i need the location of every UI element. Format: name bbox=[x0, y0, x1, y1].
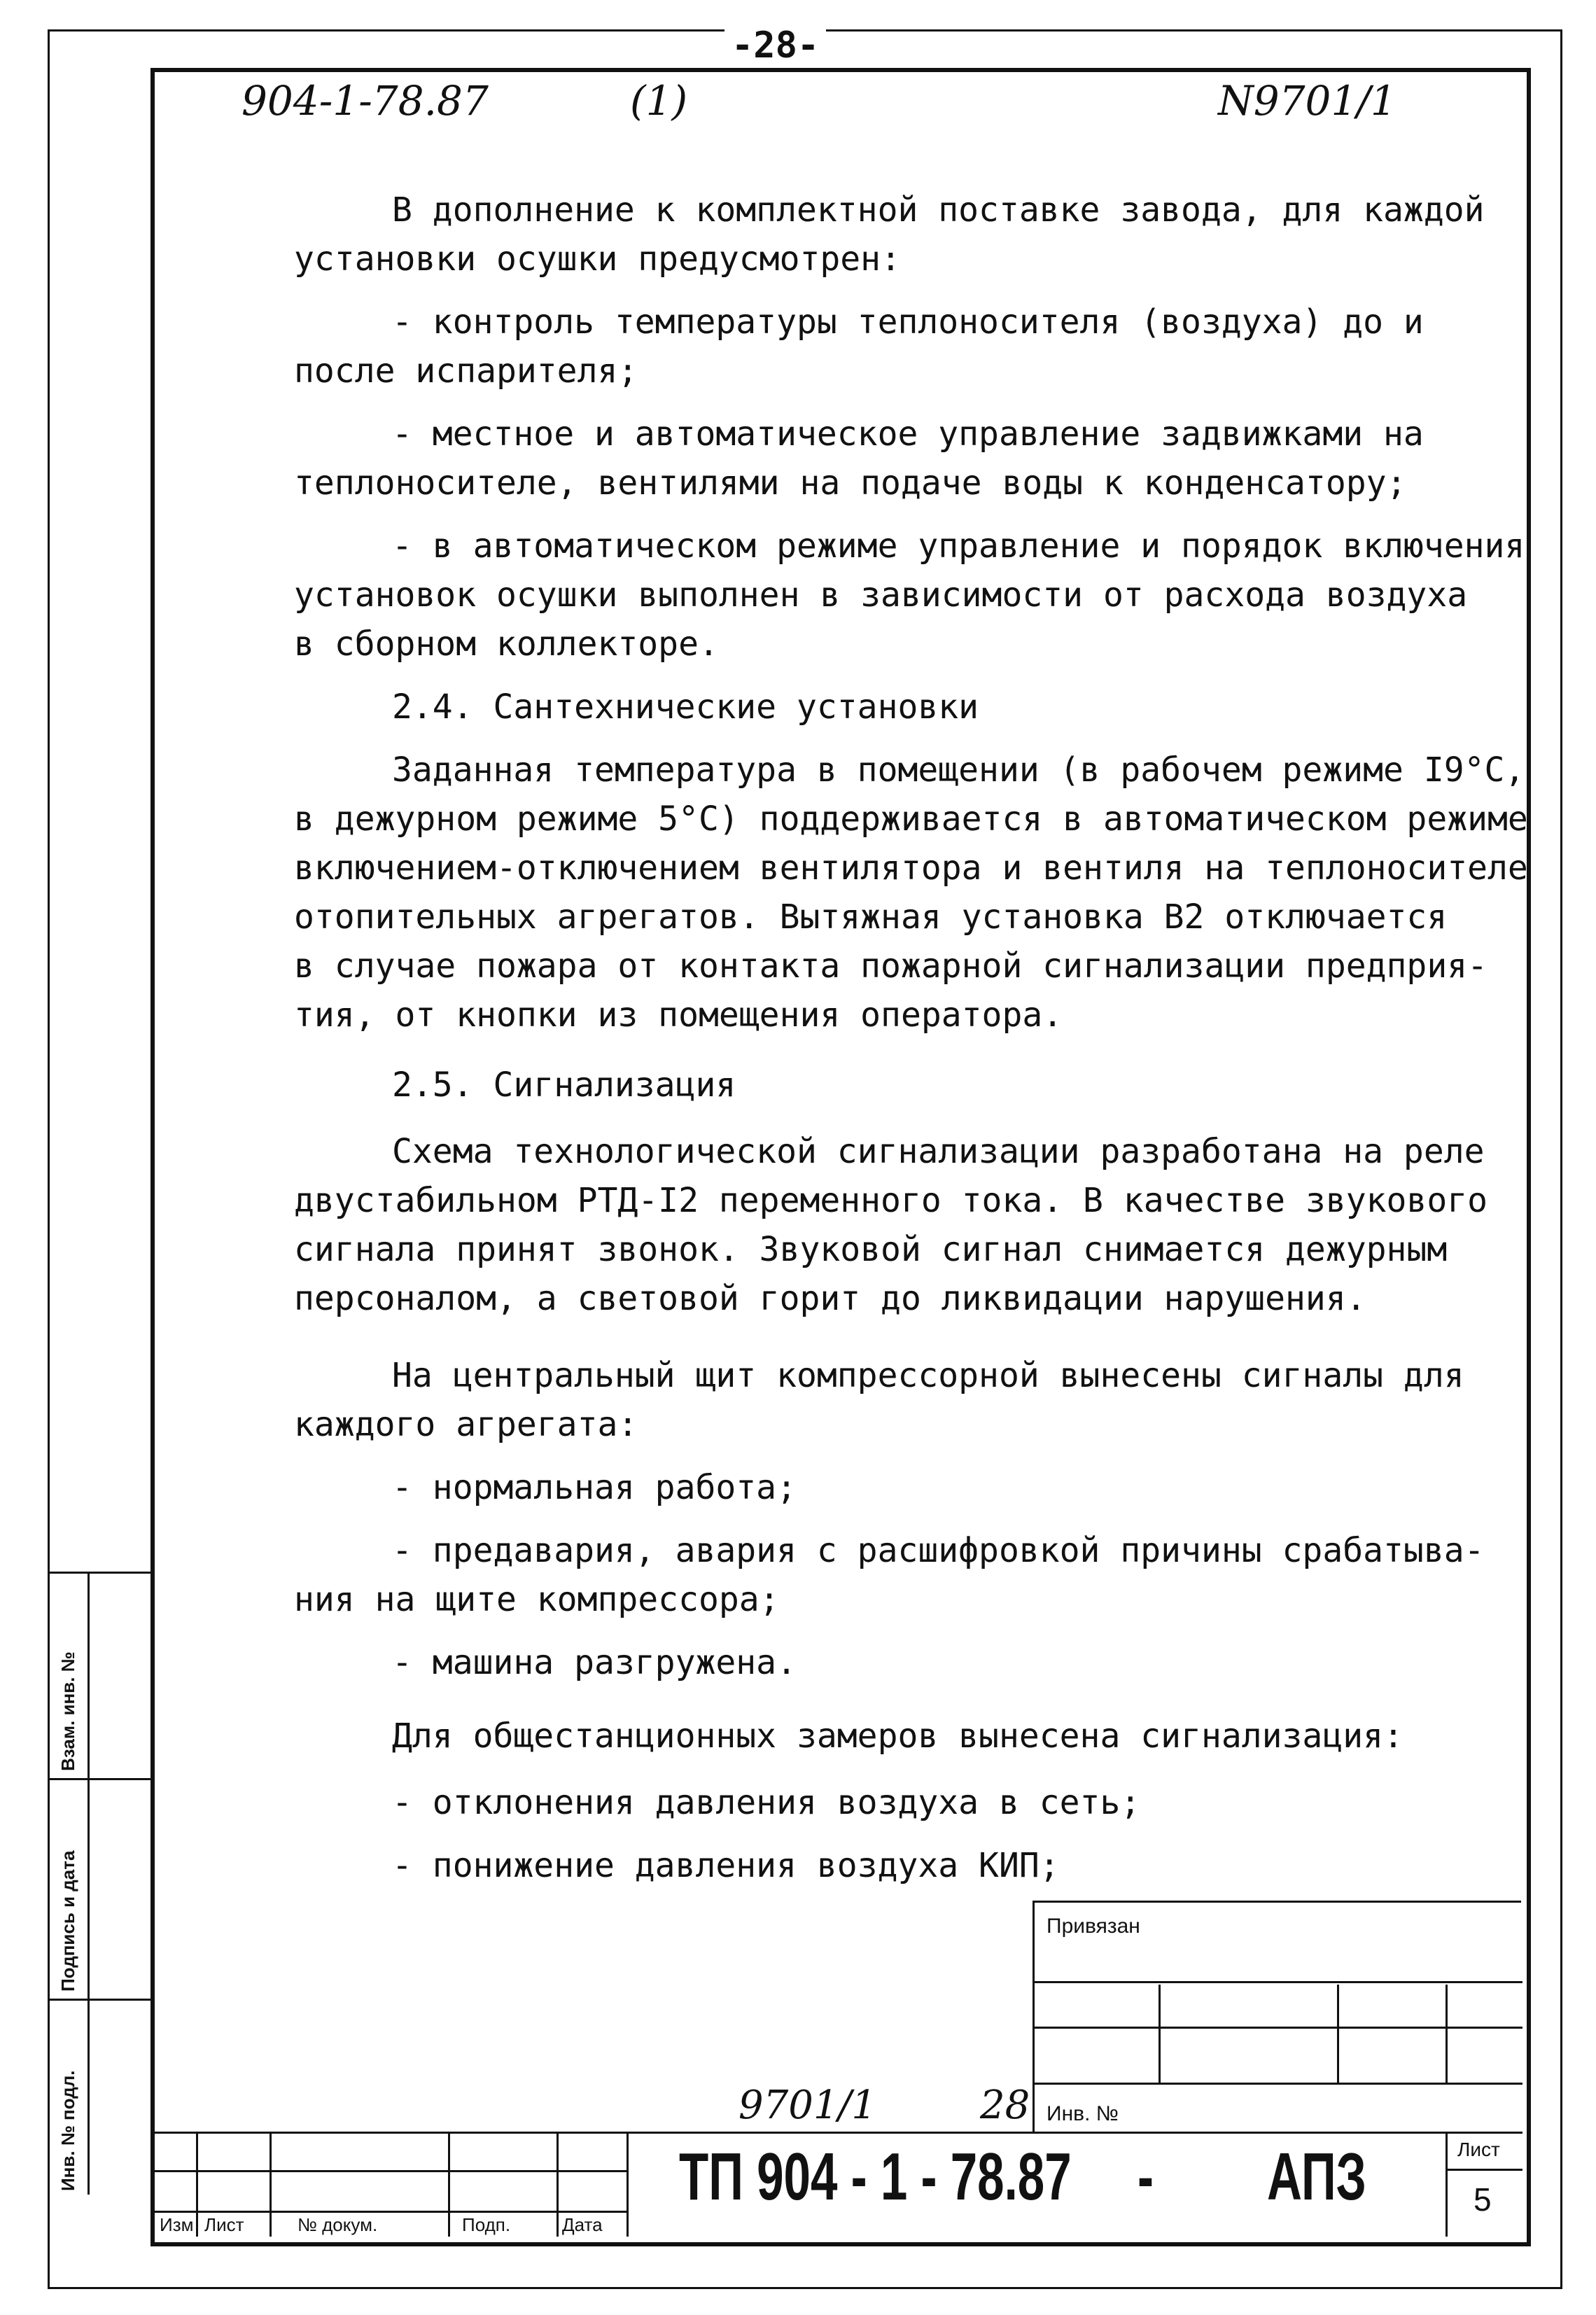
para-3-line-2: теплоносителе, вентилями на подаче воды к конденсатору; bbox=[294, 463, 1407, 503]
list-item-unloaded: - машина разгружена. bbox=[392, 1643, 797, 1682]
para-6-line-1: Заданная температура в помещении (в рабочем режиме I9°C, bbox=[392, 750, 1525, 790]
side-stamp-line-2 bbox=[48, 1778, 150, 1780]
para-1-line-1: В дополнение к комплектной поставке завода, для каждой bbox=[392, 190, 1485, 230]
handwritten-sheet-no: 28 bbox=[980, 2083, 1030, 2128]
header-archive-no: N9701/1 bbox=[1218, 77, 1396, 125]
section-heading-2-5: 2.5. Сигнализация bbox=[392, 1065, 736, 1105]
para-6-line-5: в случае пожара от контакта пожарной сигнализации предприя- bbox=[294, 946, 1488, 986]
para-6-line-6: тия, от кнопки из помещения оператора. bbox=[294, 995, 1063, 1035]
side-label-signature-date: Подпись и дата bbox=[57, 1850, 78, 1992]
para-6-line-2: в дежурном режиме 5°C) поддерживается в автоматическом режиме bbox=[294, 799, 1528, 839]
para-2-line-1: - контроль температуры теплоносителя (воздуха) до и bbox=[392, 302, 1424, 342]
side-stamp-line-3 bbox=[48, 1999, 150, 2001]
para-1-line-2: установки осушки предусмотрен: bbox=[294, 239, 901, 279]
col-label-signature: Подп. bbox=[462, 2214, 511, 2235]
para-9-line-1: На центральный щит компрессорной вынесены сигналы для bbox=[392, 1356, 1464, 1395]
header-designation: 904-1-78.87 bbox=[241, 77, 489, 125]
section-code: АПЗ bbox=[1267, 2139, 1366, 2214]
page-number: -28- bbox=[724, 25, 826, 67]
para-9-line-2: каждого агрегата: bbox=[294, 1405, 638, 1444]
para-8-line-3: сигнала принят звонок. Звуковой сигнал снимается дежурным bbox=[294, 1230, 1448, 1269]
para-4-line-2: установок осушки выполнен в зависимости от расхода воздуха bbox=[294, 575, 1468, 615]
list-item-normal-work: - нормальная работа; bbox=[392, 1468, 797, 1507]
para-6-line-3: включением-отключением вентилятора и вентиля на теплоносителе bbox=[294, 848, 1528, 888]
para-3-line-1: - местное и автоматическое управление задвижками на bbox=[392, 414, 1424, 454]
para-6-line-4: отопительных агрегатов. Вытяжная установка В2 отключается bbox=[294, 897, 1448, 937]
list-item-pressure-deviation: - отклонения давления воздуха в сеть; bbox=[392, 1783, 1141, 1822]
side-label-replaced-inv: Взам. инв. № bbox=[57, 1651, 78, 1771]
para-4-line-3: в сборном коллекторе. bbox=[294, 624, 719, 664]
document-code-dash: - bbox=[1138, 2139, 1154, 2214]
side-stamp-divider bbox=[88, 1572, 90, 2195]
side-label-inv-orig: Инв. № подл. bbox=[57, 2070, 78, 2191]
para-8-line-4: персоналом, а световой горит до ликвидации нарушения. bbox=[294, 1279, 1366, 1318]
section-heading-2-4: 2.4. Сантехнические установки bbox=[392, 687, 979, 727]
col-label-date: Дата bbox=[562, 2214, 603, 2235]
col-label-doc-no: № докум. bbox=[298, 2214, 378, 2235]
para-8-line-1: Схема технологической сигнализации разработана на реле bbox=[392, 1132, 1485, 1171]
header-part: (1) bbox=[630, 77, 688, 125]
sheet-value: 5 bbox=[1474, 2181, 1492, 2218]
para-4-line-1: - в автоматическом режиме управление и порядок включения bbox=[392, 526, 1525, 566]
document-code: ТП 904 - 1 - 78.87 bbox=[679, 2139, 1072, 2214]
para-8-line-2: двустабильном РТД-I2 переменного тока. В качестве звукового bbox=[294, 1181, 1488, 1220]
col-label-change: Изм bbox=[160, 2214, 194, 2235]
para-13-line-1: Для общестанционных замеров вынесена сигнализация: bbox=[392, 1716, 1404, 1756]
side-stamp-top-line bbox=[48, 1572, 150, 1574]
para-2-line-2: после испарителя; bbox=[294, 351, 638, 391]
inv-label: Инв. № bbox=[1046, 2102, 1119, 2125]
sheet-label: Лист bbox=[1457, 2139, 1500, 2160]
handwritten-archive-no: 9701/1 bbox=[738, 2083, 877, 2128]
para-11-line-2: ния на щите компрессора; bbox=[294, 1580, 780, 1619]
title-block-top-line bbox=[153, 2132, 1522, 2134]
para-11-line-1: - предавария, авария с расшифровкой причины срабатыва- bbox=[392, 1531, 1485, 1570]
col-label-sheet: Лист bbox=[204, 2214, 244, 2235]
attached-label: Привязан bbox=[1046, 1915, 1140, 1938]
list-item-pressure-drop: - понижение давления воздуха КИП; bbox=[392, 1846, 1060, 1885]
